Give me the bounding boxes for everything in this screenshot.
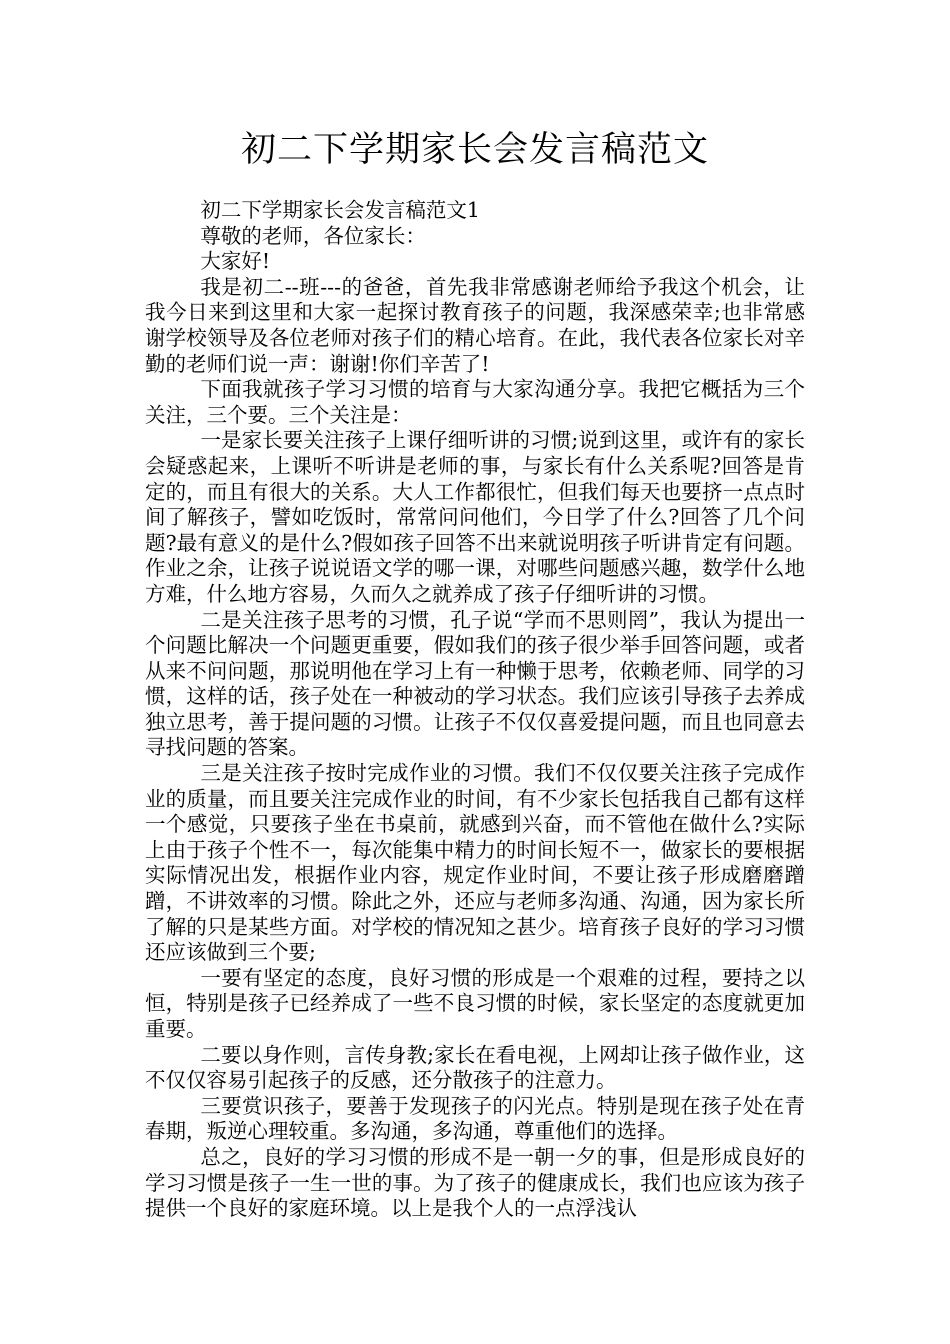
paragraph-subtitle: 初二下学期家长会发言稿范文1 (200, 198, 480, 222)
paragraph-focus-one: 一是家长要关注孩子上课仔细听讲的习惯;说到这里，或许有的家长会疑惑起来，上课听不听讲是老师的事，与家长有什么关系呢?回答是肯定的，而且有很大的关系。大人工作都很忙，但我们每天也要挤一点点时间了解孩子，譬如吃饭时，常常问问他们，今日学了什么?回答了几个问题?最有意义的是什么?假如孩子回答不出来就说明孩子听讲肯定有问题。作业之余，让孩子说说语文学的哪一课，对哪些问题感兴趣，数学什么地方难，什么地方容易，久而久之就养成了孩子仔细听讲的习惯。 (145, 428, 805, 606)
paragraph-requirement-three: 三要赏识孩子，要善于发现孩子的闪光点。特别是现在孩子处在青春期，叛逆心理较重。多沟通，多沟通，尊重他们的选择。 (145, 1093, 805, 1144)
document-body (145, 198, 805, 1222)
document-title: 初二下学期家长会发言稿范文 (240, 130, 709, 170)
paragraph-salutation: 尊敬的老师，各位家长： (200, 223, 426, 248)
paragraph-conclusion: 总之，良好的学习习惯的形成不是一朝一夕的事，但是形成良好的学习习惯是孩子一生一世的事。为了孩子的健康成长，我们也应该为孩子提供一个良好的家庭环境。以上是我个人的一点浮浅认 (145, 1144, 805, 1221)
paragraph-focus-three: 三是关注孩子按时完成作业的习惯。我们不仅仅要关注孩子完成作业的质量，而且要关注完成作业的时间，有不少家长包括我自己都有这样一个感觉，只要孩子坐在书桌前，就感到兴奋，而不管他在做什么?实际上由于孩子个性不一，每次能集中精力的时间长短不一，做家长的要根据实际情况出发，根据作业内容，规定作业时间，不要让孩子形成磨磨蹭蹭，不讲效率的习惯。除此之外，还应与老师多沟通、沟通，因为家长所了解的只是某些方面。对学校的情况知之甚少。培育孩子良好的学习习惯还应该做到三个要; (145, 761, 805, 965)
paragraph-introduction: 我是初二--班---的爸爸，首先我非常感谢老师给予我这个机会，让我今日来到这里和大家一起探讨教育孩子的问题，我深感荣幸;也非常感谢学校领导及各位老师对孩子们的精心培育。在此，我代表各位家长对辛勤的老师们说一声：谢谢!你们辛苦了! (145, 274, 805, 376)
paragraph-requirement-one: 一要有坚定的态度，良好习惯的形成是一个艰难的过程，要持之以恒，特别是孩子已经养成了一些不良习惯的时候，家长坚定的态度就更加重要。 (145, 965, 805, 1041)
paragraph-focus-two: 二是关注孩子思考的习惯，孔子说“学而不思则罔”，我认为提出一个问题比解决一个问题更重要，假如我们的孩子很少举手回答问题，或者从来不问问题，那说明他在学习上有一种懒于思考，依赖老师、同学的习惯，这样的话，孩子处在一种被动的学习状态。我们应该引导孩子去养成独立思考，善于提问题的习惯。让孩子不仅仅喜爱提问题，而且也同意去寻找问题的答案。 (145, 607, 805, 760)
paragraph-overview: 下面我就孩子学习习惯的培育与大家沟通分享。我把它概括为三个关注，三个要。三个关注是： (145, 377, 805, 427)
paragraph-requirement-two: 二要以身作则，言传身教;家长在看电视，上网却让孩子做作业，这不仅仅容易引起孩子的反感，还分散孩子的注意力。 (145, 1042, 805, 1093)
paragraph-greeting: 大家好! (200, 249, 271, 274)
